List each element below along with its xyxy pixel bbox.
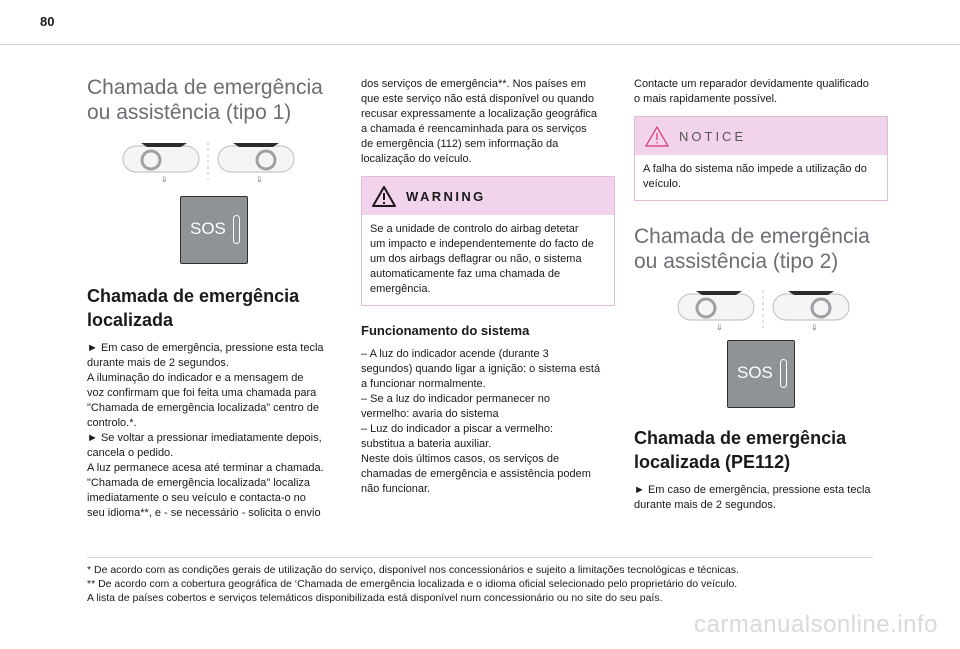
body-line: Contacte um reparador devidamente qualificado: [634, 78, 869, 90]
footnotes: [87, 563, 887, 605]
body-line: automaticamente faz uma chamada de: [370, 268, 561, 280]
body-line: um impacto e independentemente do facto de: [370, 238, 594, 250]
body-line: substitua a bateria auxiliar.: [361, 438, 492, 450]
system-operation-body: [361, 347, 615, 497]
column-3: [634, 77, 888, 513]
section-title-type2: Chamada de emergência ou assistência (tipo 2): [634, 225, 870, 273]
notice-triangle-icon: [645, 126, 669, 147]
watermark: carmanualsonline.info: [694, 611, 938, 638]
section-title-type1: Chamada de emergência ou assistência (tipo 1): [87, 76, 323, 124]
col3-body: [634, 483, 888, 513]
warning-body: [362, 215, 614, 305]
footnote-line: A lista de países cobertos e serviços telemáticos disponibilizada está disponível num concessionário ou no site do seu país.: [87, 592, 663, 604]
body-line: que este serviço não está disponível ou quando: [361, 93, 594, 105]
warning-header: [362, 177, 614, 215]
page-number: 80: [40, 14, 55, 29]
notice-title: NOTICE: [679, 128, 747, 144]
body-line: Neste dois últimos casos, os serviços de: [361, 453, 560, 465]
sos-button-illustration: [727, 340, 795, 408]
system-operation-title: Funcionamento do sistema: [361, 323, 530, 338]
body-line: ► Se voltar a pressionar imediatamente depois,: [87, 432, 322, 444]
body-line: Se a unidade de controlo do airbag detetar: [370, 223, 579, 235]
body-line: durante mais de 2 segundos.: [87, 357, 229, 369]
body-line: um dos airbags deflagrar ou não, o sistema: [370, 253, 582, 265]
footnote-line: ** De acordo com a cobertura geográfica de ‘Chamada de emergência localizada e o idioma oficial selecionado pelo proprietário do veículo.: [87, 578, 738, 590]
body-line: "Chamada de emergência localizada" localiza: [87, 477, 311, 489]
warning-title: WARNING: [406, 188, 486, 204]
body-line: vermelho: avaria do sistema: [361, 408, 499, 420]
footnote-divider: [87, 557, 873, 558]
body-line: chamadas de emergência e assistência podem: [361, 468, 591, 480]
body-line: imediatamente o seu veículo e contacta-o no: [87, 492, 306, 504]
body-line: durante mais de 2 segundos.: [634, 499, 776, 511]
footnote-line: * De acordo com as condições gerais de utilização do serviço, disponível nos concessionários e sujeito a limitações tecnológicas e técnicas.: [87, 564, 739, 576]
car-interior-illustration-icon: [676, 286, 851, 334]
sos-indicator-bar: [780, 359, 787, 388]
body-line: emergência.: [370, 283, 431, 295]
body-line: recusar expressamente a localização geográfica: [361, 108, 598, 120]
sos-label: SOS: [737, 363, 773, 382]
warning-box: [361, 176, 615, 306]
subtitle-localized-call: Chamada de emergência localizada: [87, 286, 300, 330]
body-line: A falha do sistema não impede a utilização do: [643, 163, 867, 175]
sos-button-illustration: [180, 196, 248, 264]
car-interior-illustration-icon: [121, 138, 296, 186]
body-line: cancela o pedido.: [87, 447, 174, 459]
body-line: de emergência (112) sem informação da: [361, 138, 559, 150]
sos-label: SOS: [190, 219, 226, 238]
col3-intro: [634, 77, 888, 107]
body-line: seu idioma**, e - se necessário - solicita o envio: [87, 507, 321, 519]
top-divider: [0, 44, 960, 45]
sos-indicator-bar: [233, 215, 240, 244]
body-line: ► Em caso de emergência, pressione esta tecla: [87, 342, 324, 354]
body-line: A luz permanece acesa até terminar a chamada.: [87, 462, 324, 474]
body-line: não funcionar.: [361, 483, 431, 495]
body-line: a funcionar normalmente.: [361, 378, 486, 390]
body-line: "Chamada de emergência localizada” centro de: [87, 402, 319, 414]
svg-text:⇓: ⇓: [811, 323, 818, 332]
body-line: ► Em caso de emergência, pressione esta tecla: [634, 484, 871, 496]
body-line: – Se a luz do indicador permanecer no: [361, 393, 550, 405]
subtitle-localized-call-pe112: Chamada de emergência localizada (PE112): [634, 428, 847, 472]
body-line: A iluminação do indicador e a mensagem de: [87, 372, 304, 384]
body-line: localização do veículo.: [361, 153, 472, 165]
body-line: o mais rapidamente possível.: [634, 93, 778, 105]
notice-body: [635, 155, 887, 200]
body-line: – A luz do indicador acende (durante 3: [361, 348, 549, 360]
svg-text:⇓: ⇓: [256, 175, 263, 184]
notice-box: [634, 116, 888, 201]
body-line: dos serviços de emergência**. Nos países em: [361, 78, 586, 90]
svg-text:⇓: ⇓: [716, 323, 723, 332]
notice-header: [635, 117, 887, 155]
column-2: [361, 77, 615, 497]
body-line: a chamada é reencaminhada para os serviços: [361, 123, 587, 135]
column-1: [87, 75, 339, 521]
body-line: voz confirmam que foi feita uma chamada para: [87, 387, 317, 399]
svg-text:⇓: ⇓: [161, 175, 168, 184]
warning-triangle-icon: [372, 186, 396, 207]
col1-body: [87, 341, 339, 521]
body-line: veículo.: [643, 178, 681, 190]
body-line: controlo.*.: [87, 417, 137, 429]
col2-intro: [361, 77, 615, 167]
body-line: – Luz do indicador a piscar a vermelho:: [361, 423, 553, 435]
body-line: segundos) quando ligar a ignição: o sistema está: [361, 363, 601, 375]
